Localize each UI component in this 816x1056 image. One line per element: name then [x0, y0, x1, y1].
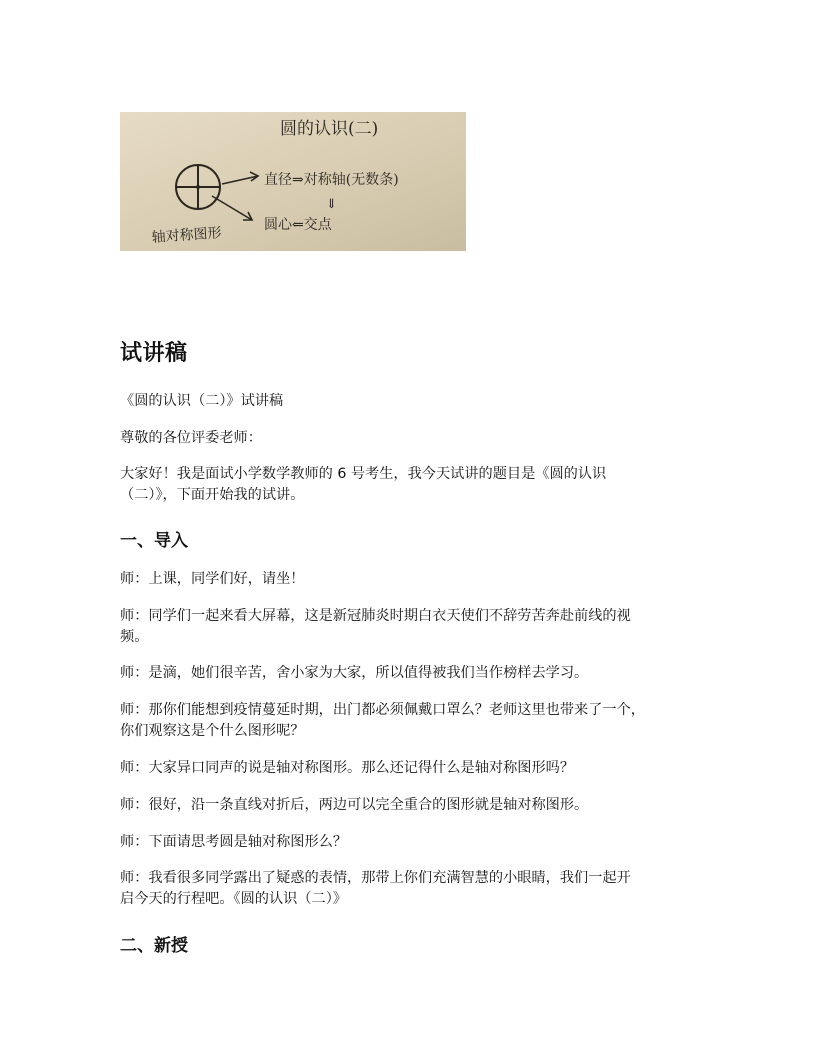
- lesson-note-photo: [120, 112, 466, 251]
- note-title: 圆的认识(二): [280, 119, 379, 139]
- diameter-note: 直径⇒对称轴(无数条): [264, 172, 399, 188]
- center-note: 圆心⇐交点: [264, 217, 332, 233]
- greeting-line: 尊敬的各位评委老师：: [120, 430, 262, 446]
- intro-line-1: 大家好！我是面试小学数学教师的 6 号考生，我今天试讲的题目是《圆的认识: [120, 466, 607, 482]
- dialogue-line: 你们观察这是个什么图形呢？: [120, 723, 305, 739]
- intro-line-2: （二）》，下面开始我的试讲。: [120, 487, 305, 503]
- down-arrow: ⇓: [326, 197, 337, 212]
- arrow-center: [212, 196, 252, 220]
- dialogue-line: 师：很好，沿一条直线对折后，两边可以完全重合的图形就是轴对称图形。: [120, 797, 589, 813]
- dialogue-line: 师：那你们能想到疫情蔓延时期，出门都必须佩戴口罩么？老师这里也带来了一个，: [120, 702, 645, 718]
- dialogue-line: 师：上课，同学们好，请坐！: [120, 571, 305, 587]
- page-title: 试讲稿: [120, 341, 188, 366]
- section-heading-new-lesson: 二、新授: [120, 936, 188, 956]
- axis-note: 轴对称图形: [151, 225, 223, 246]
- dialogue-line: 师：是滴，她们很辛苦，舍小家为大家，所以值得被我们当作榜样去学习。: [120, 665, 589, 681]
- dialogue-line: 频。: [120, 629, 149, 645]
- dialogue-line: 启今天的行程吧。《圆的认识（二）》: [120, 891, 347, 907]
- dialogue-line: 师：下面请思考圆是轴对称图形么？: [120, 834, 348, 850]
- dialogue-line: 师：我看很多同学露出了疑惑的表情，那带上你们充满智慧的小眼睛，我们一起开: [120, 870, 631, 886]
- section-heading-intro: 一、导入: [120, 531, 188, 551]
- center-dot: [196, 185, 200, 189]
- handwritten-diagram: [120, 112, 466, 251]
- dialogue-line: 师：大家异口同声的说是轴对称图形。那么还记得什么是轴对称图形吗？: [120, 760, 575, 776]
- doc-title-line: 《圆的认识（二）》试讲稿: [120, 393, 284, 409]
- dialogue-line: 师：同学们一起来看大屏幕，这是新冠肺炎时期白衣天使们不辞劳苦奔赴前线的视: [120, 608, 631, 624]
